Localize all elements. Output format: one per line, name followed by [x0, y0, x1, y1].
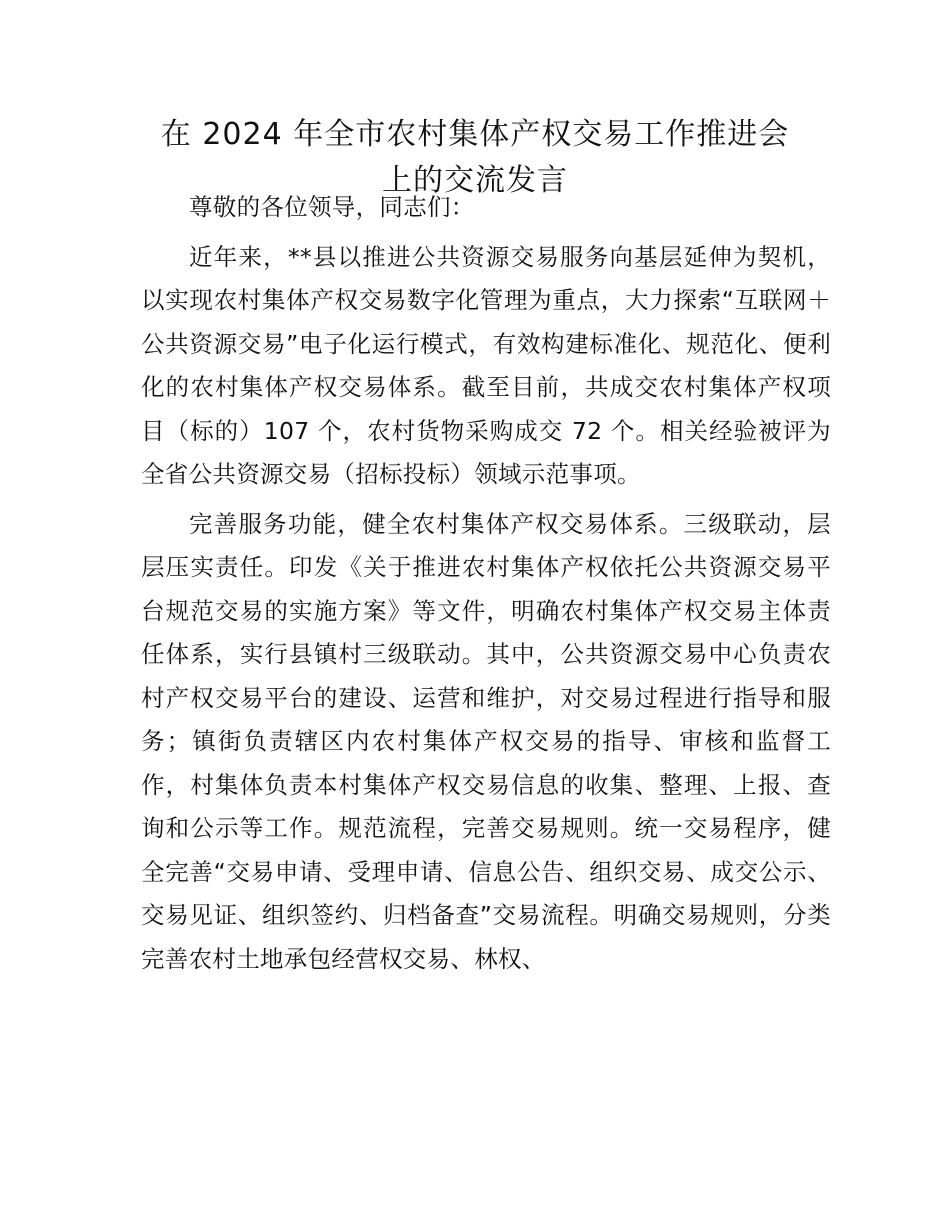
title-line-2: 上的交流发言 [382, 163, 568, 198]
paragraph-service: 完善服务功能，健全农村集体产权交易体系。三级联动，层层压实责任。印发《关于推进农村集体产权依托公共资源交易平台规范交易的实施方案》等文件，明确农村集体产权交易主体责任体系，实行县镇村三级联动。其中，公共资源交易中心负责农村产权交易平台的建设、运营和维护，对交易过程进行指导和服务；镇街负责辖区内农村集体产权交易的指导、审核和监督工作，村集体负责本村集体产权交易信息的收集、整理、上报、查询和公示等工作。规范流程，完善交易规则。统一交易程序，健全完善“交易申请、受理申请、信息公告、组织交易、成交公示、交易见证、组织签约、归档备查”交易流程。明确交易规则，分类完善农村土地承包经营权交易、林权、 [141, 509, 831, 973]
salutation: 尊敬的各位领导，同志们： [189, 193, 475, 221]
paragraph-intro: 近年来，**县以推进公共资源交易服务向基层延伸为契机，以实现农村集体产权交易数字化管理为重点，大力探索“互联网＋公共资源交易”电子化运行模式，有效构建标准化、规范化、便利化的农村集体产权交易体系。截至目前，共成交农村集体产权项目（标的）107 个，农村货物采购成交 72 个。相关经验被评为全省公共资源交易（招标投标）领域示范事项。 [141, 242, 831, 488]
document-body [141, 186, 831, 981]
title-line-1: 在 2024 年全市农村集体产权交易工作推进会 [160, 117, 790, 152]
